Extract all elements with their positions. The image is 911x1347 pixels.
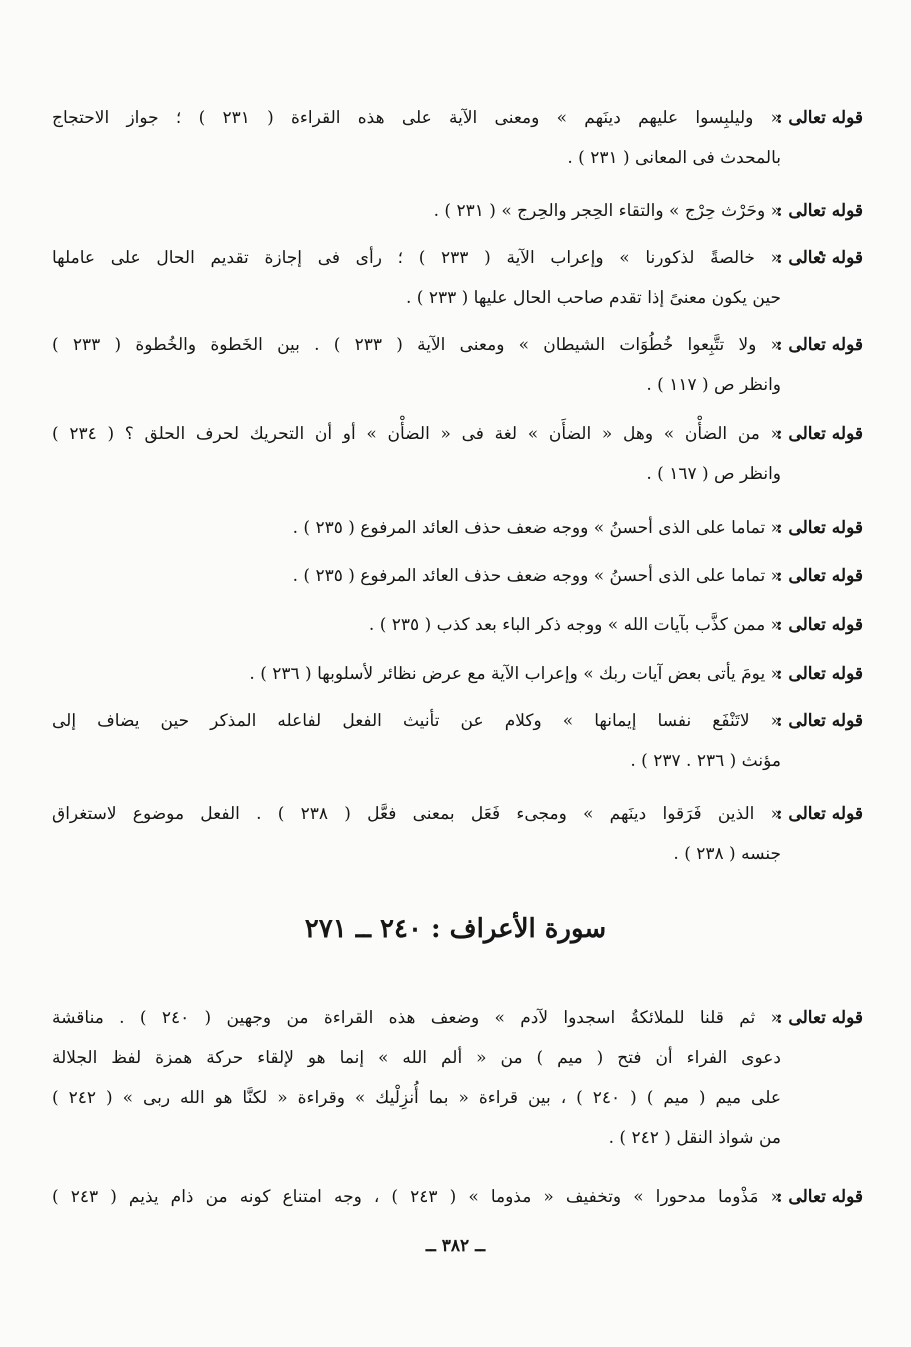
entry-line: مؤنث ( ٢٣٦ . ٢٣٧ ) . (630, 751, 781, 771)
page-number: ــ ٣٨٢ ــ (425, 1236, 486, 1256)
entry-line: « خالصةً لذكورنا » وإعراب الآية ( ٢٣٣ ) ؛ رأى فى إجازة تقديم الحال على عاملها (52, 248, 781, 268)
index-entry (52, 794, 863, 874)
entry-line: « تماما على الذى أحسنُ » ووجه ضعف حذف العائد المرفوع ( ٢٣٥ ) . (292, 518, 781, 538)
index-entry (52, 1177, 863, 1217)
entry-label: قوله تعالى : (776, 566, 863, 586)
entry-line: على ميم ( ميم ) ( ٢٤٠ ) ، بين قراءة « بما أُنزِلْيك » وقراءة « لكنَّا هو الله ربى » ( ٢٤٢ ) (52, 1088, 781, 1108)
entry-line: « يومَ يأتى بعض آيات ربك » وإعراب الآية مع عرض نظائر لأسلوبها ( ٢٣٦ ) . (249, 664, 781, 684)
index-entry (52, 701, 863, 781)
index-entry (52, 508, 863, 548)
index-entry (52, 238, 863, 318)
entry-line: « لاتَنْفَع نفسا إيمانها » وكلام عن تأنيث الفعل لفاعله المذكر حين يضاف إلى (52, 711, 781, 731)
entry-line: وانظر ص ( ١١٧ ) . (646, 375, 781, 395)
entry-line: « ثم قلنا للملائكةُ اسجدوا لآدم » وضعف هذه القراءة من وجهين ( ٢٤٠ ) . مناقشة (52, 1008, 781, 1028)
entry-label: قوله تعالى : (776, 201, 863, 221)
entry-line: وانظر ص ( ١٦٧ ) . (646, 464, 781, 484)
index-entry (52, 191, 863, 231)
index-entry (52, 605, 863, 645)
entry-line: حين يكون معنىً إذا تقدم صاحب الحال عليها ( ٢٣٣ ) . (405, 288, 781, 308)
entry-line: « وليلبِسوا عليهم دينَهم » ومعنى الآية على هذه القراءة ( ٢٣١ ) ؛ جواز الاحتجاج (52, 108, 781, 128)
entry-line: من شواذ النقل ( ٢٤٢ ) . (608, 1128, 781, 1148)
entry-label: قوله تعالى : (776, 664, 863, 684)
entry-label: قوله تعالى : (776, 615, 863, 635)
entry-line: « ممن كذَّب بآيات الله » ووجه ذكر الباء بعد كذب ( ٢٣٥ ) . (368, 615, 781, 635)
entry-line: « ولا تتَّبِعوا خُطُوَات الشيطان » ومعنى الآية ( ٢٣٣ ) . بين الخَطوة والخُطوة ( ٢٣٣ ) (52, 335, 781, 355)
entry-line: « تماما على الذى أحسنُ » ووجه ضعف حذف العائد المرفوع ( ٢٣٥ ) . (292, 566, 781, 586)
entry-label: قوله تعالى : (776, 804, 863, 824)
index-entry (52, 98, 863, 178)
entry-label: قوله تعالى : (776, 711, 863, 731)
entry-label: قوله تعالى : (776, 108, 863, 128)
entry-line: « الذين فَرَقوا دينَهم » ومجىء فَعَل بمعنى فعَّل ( ٢٣٨ ) . الفعل موضوع لاستغراق (52, 804, 781, 824)
index-entry (52, 998, 863, 1158)
index-entry (52, 654, 863, 694)
entry-line: بالمحدث فى المعانى ( ٢٣١ ) . (567, 148, 781, 168)
entry-label: قوله تعالى : (776, 424, 863, 444)
index-entry (52, 556, 863, 596)
entry-line: « وحَرْث حِرْج » والتقاء الحِجر والحِرج » ( ٢٣١ ) . (433, 201, 781, 221)
entry-line: دعوى الفراء أن فتح ( ميم ) من « ألم الله » إنما هو لإلقاء حركة همزة لفظ الجلالة (52, 1048, 781, 1068)
section-heading: سورة الأعراف : ٢٤٠ ــ ٢٧١ (304, 914, 607, 944)
entry-line: جنسه ( ٢٣٨ ) . (673, 844, 781, 864)
index-entry (52, 325, 863, 405)
entry-label: قوله تعالى : (776, 248, 863, 268)
entry-label: قوله تعالى : (776, 518, 863, 538)
index-entry (52, 414, 863, 494)
entry-label: قوله تعالى : (776, 1187, 863, 1207)
entry-line: « مَذْوما مدحورا » وتخفيف « مذوما » ( ٢٤٣ ) ، وجه امتناع كونه من ذام يذيم ( ٢٤٣ ) (52, 1187, 781, 1207)
entry-label: قوله تعالى : (776, 335, 863, 355)
entry-label: قوله تعالى : (776, 1008, 863, 1028)
entry-line: « من الضأْن » وهل « الضأَن » لغة فى « الضأْن » أو أن التحريك لحرف الحلق ؟ ( ٢٣٤ ) (52, 424, 781, 444)
